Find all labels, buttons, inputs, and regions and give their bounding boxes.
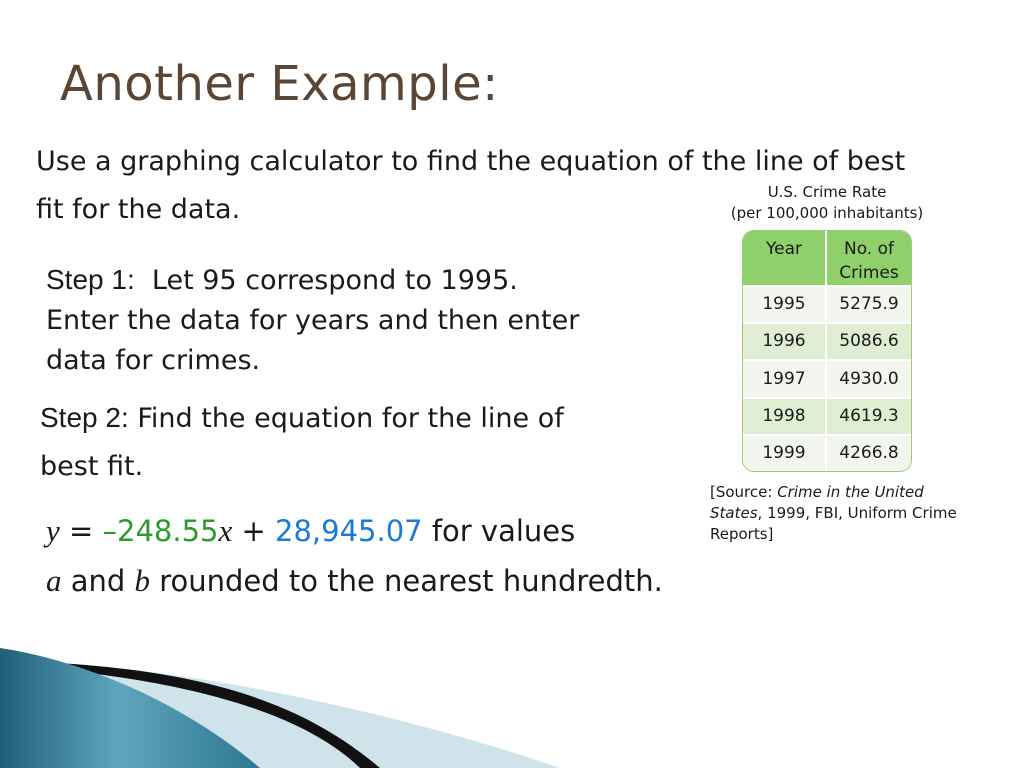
eq-a: a bbox=[46, 563, 62, 598]
cell-crimes-value: 5086.6 bbox=[839, 331, 899, 352]
eq-intercept: 28,945.07 bbox=[275, 514, 423, 548]
cell-crimes-value: 5275.9 bbox=[839, 294, 899, 315]
wave-light bbox=[0, 660, 560, 768]
intro-text: Use a graphing calculator to find the equation of the line of best fit for the data. bbox=[36, 146, 906, 225]
table-row bbox=[743, 398, 911, 435]
eq-y: y bbox=[46, 513, 60, 548]
source-title: Crime in the United States bbox=[710, 483, 924, 522]
eq-rest: rounded to the nearest hundredth. bbox=[150, 564, 663, 598]
step-2 bbox=[40, 394, 600, 491]
cell-year: 1998 bbox=[743, 398, 826, 435]
header-year: Year bbox=[743, 231, 826, 286]
table-row bbox=[743, 323, 911, 360]
cell-crimes-value: 4266.8 bbox=[839, 442, 899, 463]
cell-crimes bbox=[826, 398, 911, 435]
table-row bbox=[743, 360, 911, 397]
eq-slope: –248.55 bbox=[102, 514, 219, 548]
header-crimes bbox=[826, 231, 911, 286]
eq-plus: + bbox=[232, 514, 276, 548]
header-crimes-text: No. of Crimes bbox=[839, 239, 899, 283]
step-2-colon: : bbox=[120, 402, 129, 433]
cell-crimes bbox=[826, 435, 911, 471]
table-row bbox=[743, 286, 911, 323]
eq-tail: for values bbox=[422, 514, 576, 548]
cell-year: 1997 bbox=[743, 360, 826, 397]
cell-year: 1995 bbox=[743, 286, 826, 323]
cell-year: 1996 bbox=[743, 323, 826, 360]
equation-block bbox=[46, 506, 686, 606]
crime-table bbox=[742, 230, 912, 472]
cell-crimes bbox=[826, 360, 911, 397]
table-caption-line2: (per 100,000 inhabitants) bbox=[730, 204, 924, 222]
step-2-text: Find the equation for the line of best fit. bbox=[40, 403, 564, 482]
step-1 bbox=[46, 260, 586, 381]
source-citation bbox=[710, 482, 960, 545]
step-2-label: Step 2 bbox=[40, 402, 121, 433]
eq-equals: = bbox=[59, 514, 103, 548]
source-suffix: , 1999, FBI, Uniform Crime Reports] bbox=[710, 504, 957, 543]
cell-crimes bbox=[826, 286, 911, 323]
step-1-label: Step 1 bbox=[46, 264, 127, 295]
eq-x: x bbox=[218, 513, 233, 548]
wave-dark bbox=[40, 662, 380, 768]
cell-crimes-value: 4930.0 bbox=[839, 368, 899, 389]
table-caption-line1: U.S. Crime Rate bbox=[767, 183, 887, 201]
cell-year: 1999 bbox=[743, 435, 826, 471]
step-1-colon: : bbox=[126, 264, 135, 295]
table-row bbox=[743, 435, 911, 471]
source-prefix: [Source: bbox=[710, 483, 778, 501]
wave-teal bbox=[0, 648, 260, 768]
step-1-text: Let 95 correspond to 1995. Enter the data for years and then enter data for crimes. bbox=[46, 265, 580, 376]
eq-b: b bbox=[134, 563, 150, 598]
eq-and: and bbox=[61, 564, 135, 598]
cell-crimes-value: 4619.3 bbox=[839, 405, 899, 426]
table-caption bbox=[712, 182, 942, 224]
slide-title: Another Example: bbox=[60, 56, 499, 112]
cell-crimes bbox=[826, 323, 911, 360]
